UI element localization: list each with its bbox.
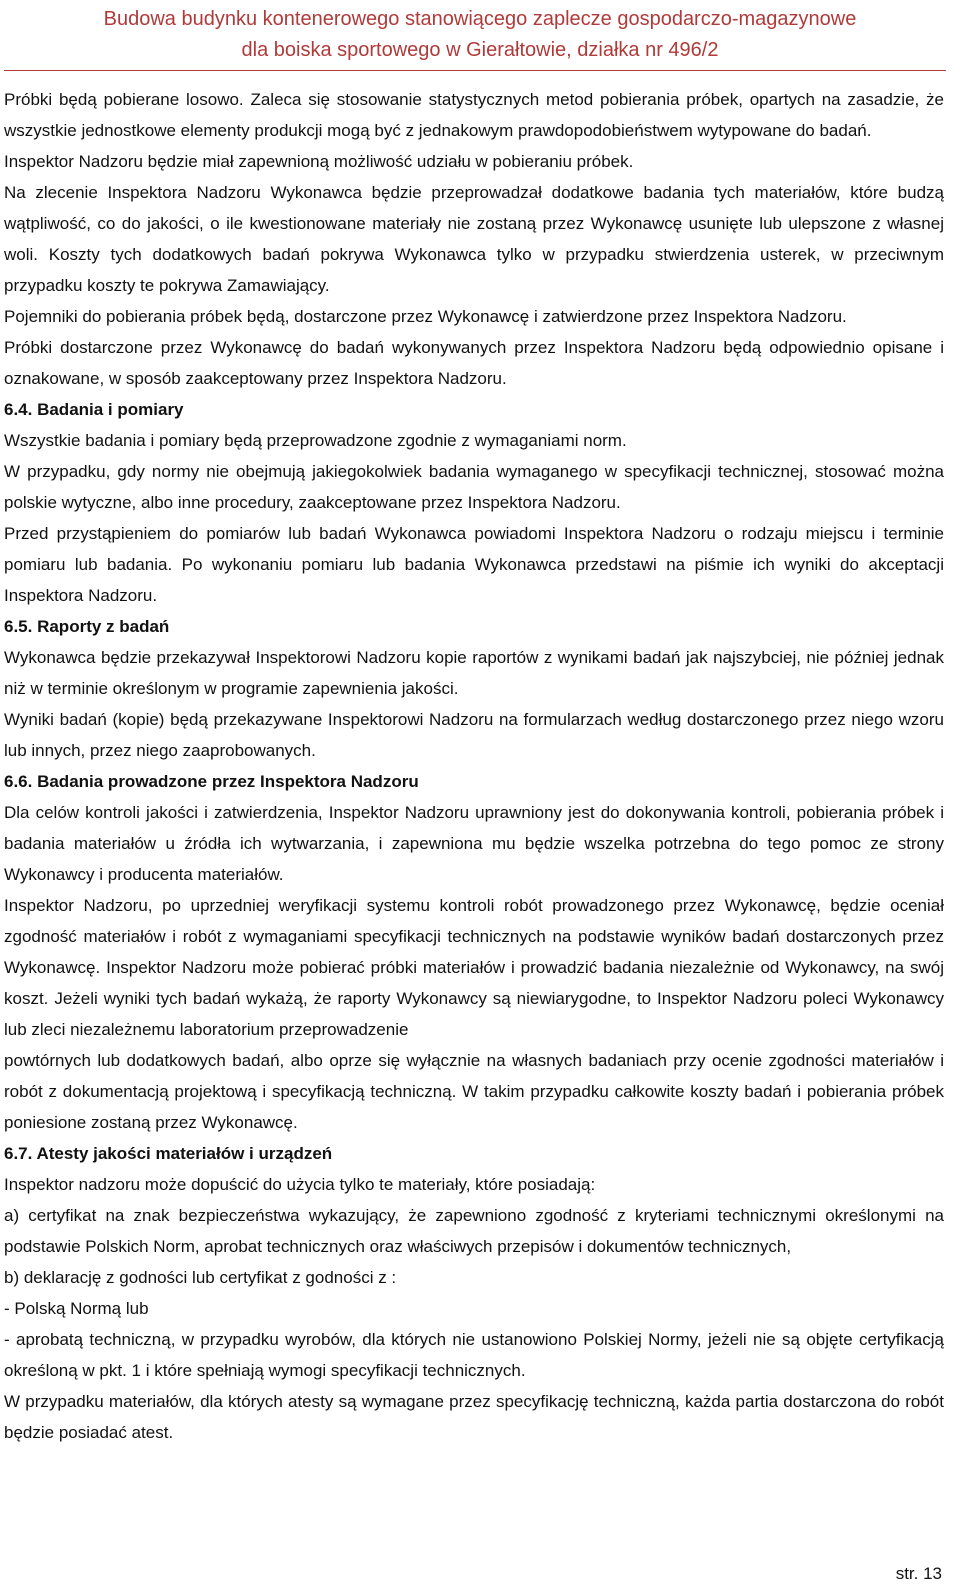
list-item: - Polską Normą lub: [4, 1299, 149, 1318]
paragraph: Przed przystąpieniem do pomiarów lub badań Wykonawca powiadomi Inspektora Nadzoru o rodzaju miejscu i terminie pomiaru lub badania. Po wykonaniu pomiaru lub badania Wykonawca przedstawi na piśmie ich wyniki do akceptacji Inspektora Nadzoru.: [4, 524, 944, 605]
header-line-1: Budowa budynku kontenerowego stanowiącego zaplecze gospodarczo-magazynowe: [103, 8, 857, 30]
paragraph: W przypadku, gdy normy nie obejmują jakiegokolwiek badania wymaganego w specyfikacji technicznej, stosować można polskie wytyczne, albo inne procedury, zaakceptowane przez Inspektora Nadzoru.: [4, 462, 944, 512]
section-heading-6-4: 6.4. Badania i pomiary: [4, 400, 184, 419]
paragraph: Inspektor Nadzoru, po uprzedniej weryfikacji systemu kontroli robót prowadzonego przez Wykonawcę, będzie oceniał zgodność materiałów i robót z wymaganiami specyfikacji technicznych na podstawie wyników badań dostarczonych przez Wykonawcę. Inspektor Nadzoru może pobierać próbki materiałów i prowadzić badania niezależnie od Wykonawcy, na swój koszt. Jeżeli wyniki tych badań wykażą, że raporty Wykonawcy są niewiarygodne, to Inspektor Nadzoru poleci Wykonawcy lub zleci niezależnemu laboratorium przeprowadzenie: [4, 896, 944, 1039]
header-rule: [4, 70, 946, 71]
page-number: str. 13: [895, 1564, 942, 1583]
paragraph: Próbki dostarczone przez Wykonawcę do badań wykonywanych przez Inspektora Nadzoru będą odpowiednio opisane i oznakowane, w sposób zaakceptowany przez Inspektora Nadzoru.: [4, 338, 944, 388]
paragraph: Próbki będą pobierane losowo. Zaleca się stosowanie statystycznych metod pobierania próbek, opartych na zasadzie, że wszystkie jednostkowe elementy produkcji mogą być z jednakowym prawdopodobieństwem wytypowane do badań.: [4, 90, 944, 140]
paragraph: Wykonawca będzie przekazywał Inspektorowi Nadzoru kopie raportów z wynikami badań jak najszybciej, nie później jednak niż w terminie określonym w programie zapewnienia jakości.: [4, 648, 944, 698]
header-line-2: dla boiska sportowego w Gierałtowie, działka nr 496/2: [241, 39, 719, 61]
paragraph: Wyniki badań (kopie) będą przekazywane Inspektorowi Nadzoru na formularzach według dostarczonego przez niego wzoru lub innych, przez niego zaaprobowanych.: [4, 710, 944, 760]
paragraph: powtórnych lub dodatkowych badań, albo oprze się wyłącznie na własnych badaniach przy ocenie zgodności materiałów i robót z dokumentacją projektową i specyfikacją techniczną. W takim przypadku całkowite koszty badań i pobierania próbek poniesione zostaną przez Wykonawcę.: [4, 1051, 944, 1132]
section-heading-6-6: 6.6. Badania prowadzone przez Inspektora Nadzoru: [4, 772, 419, 791]
list-item: a) certyfikat na znak bezpieczeństwa wykazujący, że zapewniono zgodność z kryteriami technicznymi określonymi na podstawie Polskich Norm, aprobat technicznych oraz właściwych przepisów i dokumentów technicznych,: [4, 1206, 944, 1256]
section-heading-6-5: 6.5. Raporty z badań: [4, 617, 170, 636]
paragraph: Pojemniki do pobierania próbek będą, dostarczone przez Wykonawcę i zatwierdzone przez Inspektora Nadzoru.: [4, 307, 847, 326]
paragraph: Wszystkie badania i pomiary będą przeprowadzone zgodnie z wymaganiami norm.: [4, 431, 627, 450]
document-body: [4, 84, 944, 1448]
paragraph: Inspektor Nadzoru będzie miał zapewnioną możliwość udziału w pobieraniu próbek.: [4, 152, 634, 171]
paragraph: W przypadku materiałów, dla których atesty są wymagane przez specyfikację techniczną, każda partia dostarczona do robót będzie posiadać atest.: [4, 1392, 944, 1442]
paragraph: Dla celów kontroli jakości i zatwierdzenia, Inspektor Nadzoru uprawniony jest do dokonywania kontroli, pobierania próbek i badania materiałów u źródła ich wytwarzania, i zapewniona mu będzie wszelka potrzebna do tego pomoc ze strony Wykonawcy i producenta materiałów.: [4, 803, 944, 884]
list-item: - aprobatą techniczną, w przypadku wyrobów, dla których nie ustanowiono Polskiej Normy, jeżeli nie są objęte certyfikacją określoną w pkt. 1 i które spełniają wymogi specyfikacji technicznych.: [4, 1330, 944, 1380]
running-header: [0, 4, 960, 66]
paragraph: Na zlecenie Inspektora Nadzoru Wykonawca będzie przeprowadzał dodatkowe badania tych materiałów, które budzą wątpliwość, co do jakości, o ile kwestionowane materiały nie zostaną przez Wykonawcę usunięte lub ulepszone z własnej woli. Koszty tych dodatkowych badań pokrywa Wykonawca tylko w przypadku stwierdzenia usterek, w przeciwnym przypadku koszty te pokrywa Zamawiający.: [4, 183, 944, 295]
paragraph: Inspektor nadzoru może dopuścić do użycia tylko te materiały, które posiadają:: [4, 1175, 596, 1194]
list-item: b) deklarację z godności lub certyfikat z godności z :: [4, 1268, 397, 1287]
section-heading-6-7: 6.7. Atesty jakości materiałów i urządzeń: [4, 1144, 333, 1163]
